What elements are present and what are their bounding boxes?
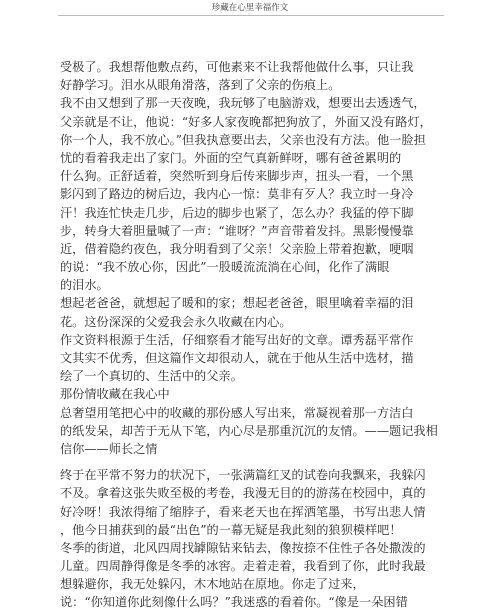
text-line: 的泪水。 [60,278,109,293]
text-line: 信你——师长之情 [60,441,158,456]
text-line: ，他今日捕获到的最“出色”的一幕无疑是我此刻的狼狈模样吧！ [60,522,402,537]
text-line: 的说：“我不放心你，因此”一股暖流流淌在心间，化作了满眼 [60,260,390,275]
document-body [60,58,438,612]
text-line: 父亲就是不让，他说：“好多人家夜晚都把狗放了，外面又没有路灯， [60,114,432,129]
text-line: 作文资料根源于生活，仔细察看才能写出好的文章。谭秀磊平常作 [60,332,414,347]
paragraph-gap [60,458,438,466]
text-line: 影闪到了路边的树后边，我内心一惊：莫非有歹人？我立时一身冷 [60,187,414,202]
text-line: 说：“你知道你此刻像什么吗？”我迷惑的看着你。“像是一朵困错 [60,595,408,610]
text-line: 的纸发呆，却苦于无从下笔，内心尽是那重沉沉的友情。——题记我相 [60,423,438,438]
text-line: 好冷呀！我浓得缩了缩脖子，看来老天也在挥洒笔墨，书写出悲人情 [60,504,426,519]
text-line: 忧的看着我走出了家门。外面的空气真新鲜呀，哪有爸爸累明的 [60,150,402,165]
text-line: 绘了一个真切的、生活中的父亲。 [60,369,243,384]
text-line: 汗！我连忙快走几步，后边的脚步也紧了，怎么办？我猛的停下脚 [60,205,414,220]
text-line: 终于在平常不努力的状况下，一张满篇红叉的试卷向我飘来，我躲闪 [60,468,426,483]
text-line: 想起老爸爸，就想起了暖和的家；想起老爸爸，眼里噙着幸福的泪 [60,296,414,311]
text-line: 儿童。四周静得像是冬季的冰窖。走着走着，我看到了你，此时我最 [60,559,426,574]
page-header-title: 珍藏在心里幸福作文 [211,3,289,13]
text-line: 步，转身大着胆量喊了一声：“谁呀？”声音带着发抖。黑影慢慢靠 [60,223,414,238]
text-line: 受极了。我想帮他敷点药，可他素来不让我帮他做什么事，只让我 [60,60,414,74]
text-line: 我不由又想到了那一天夜晚，我玩够了电脑游戏，想要出去透透气， [60,96,426,111]
header-rule [58,15,444,16]
text-line: 什么狗。正舒适着，突然听到身后传来脚步声，扭头一看，一个黑 [60,169,414,184]
text-line: 你一个人，我不放心。”但我执意要出去，父亲也没有方法。他一脸担 [60,132,426,147]
text-line: 想躲避你，我无处躲闪，木木地站在原地。你走了过来， [60,577,365,592]
text-line: 冬季的街道，北风四周找罅隙钻来钻去，像按捺不住性子各处撒泼的 [60,540,426,555]
text-line: 文其实不优秀，但这篇作文却很动人，就在于他从生活中选材，描 [60,351,414,365]
text-line: 花。这份深深的父爱我会永久收藏在内心。 [60,314,292,329]
text-line: 近，借着隐约夜色，我分明看到了父亲！父亲脸上带着抱歉，哽咽 [60,241,414,256]
text-line: 不及。拿着这张失败至极的考卷，我漫无目的的游荡在校园中，真的 [60,486,426,501]
text-line: 好静学习。泪水从眼角滑落，落到了父亲的伤痕上。 [60,78,341,93]
text-line: 总奢望用笔把心中的收藏的那份感人写出来，常凝视着那一方洁白 [60,405,414,420]
section-heading: 那份情收藏在我心中 [60,387,170,402]
